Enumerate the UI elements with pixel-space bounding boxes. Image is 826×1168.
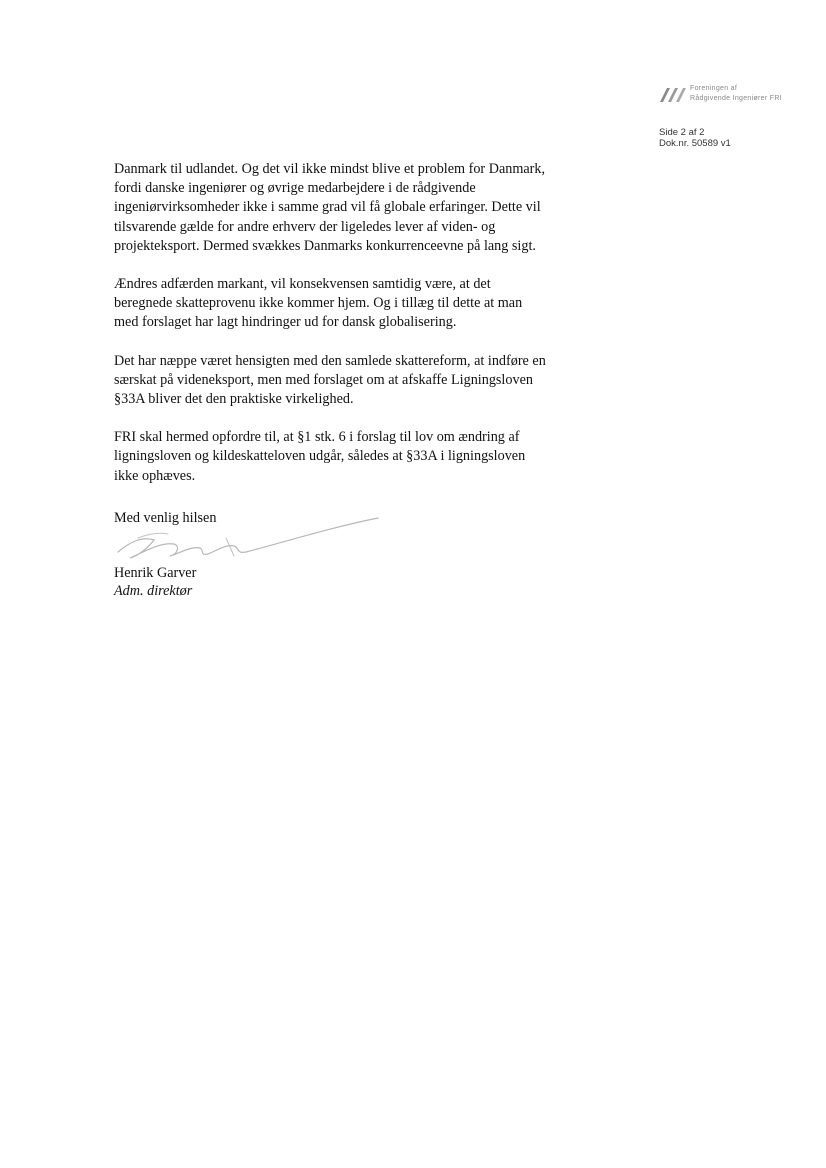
signer-name: Henrik Garver bbox=[114, 565, 197, 581]
logo-line-1: Foreningen af bbox=[690, 85, 738, 92]
text-line: projekteksport. Dermed svækkes Danmarks konkurrenceevne på lang sigt. bbox=[114, 237, 536, 254]
letter-body bbox=[114, 160, 624, 505]
logo-line-2: Rådgivende Ingeniører FRI bbox=[690, 95, 782, 102]
org-logo bbox=[660, 84, 810, 110]
org-logo-icon bbox=[660, 88, 688, 102]
text-line: ingeniørvirksomheder ikke i samme grad vil få globale erfaringer. Dette vil bbox=[114, 199, 541, 216]
document-number: Dok.nr. 50589 v1 bbox=[659, 138, 731, 149]
signer-title: Adm. direktør bbox=[114, 583, 193, 599]
handwritten-signature bbox=[108, 508, 388, 568]
text-line: ikke ophæves. bbox=[114, 467, 196, 484]
closing-salutation: Med venlig hilsen bbox=[114, 510, 217, 526]
text-line: FRI skal hermed opfordre til, at §1 stk. 6 i forslag til lov om ændring af bbox=[114, 429, 520, 446]
page-number: Side 2 af 2 bbox=[659, 127, 705, 138]
text-line: med forslaget har lagt hindringer ud for dansk globalisering. bbox=[114, 314, 457, 331]
text-line: ligningsloven og kildeskatteloven udgår, således at §33A i ligningsloven bbox=[114, 448, 526, 465]
paragraph-4 bbox=[114, 428, 624, 486]
text-line: Ændres adfærden markant, vil konsekvensen samtidig være, at det bbox=[114, 276, 491, 293]
text-line: fordi danske ingeniører og øvrige medarbejdere i de rådgivende bbox=[114, 180, 476, 197]
logo-text bbox=[690, 84, 782, 104]
text-line: Danmark til udlandet. Og det vil ikke mindst blive et problem for Danmark, bbox=[114, 161, 546, 177]
text-line: tilsvarende gælde for andre erhverv der ligeledes lever af viden- og bbox=[114, 218, 496, 235]
text-line: beregnede skatteprovenu ikke kommer hjem. Og i tillæg til dette at man bbox=[114, 295, 523, 312]
text-line: Det har næppe været hensigten med den samlede skattereform, at indføre en bbox=[114, 352, 546, 369]
text-line: §33A bliver det den praktiske virkelighed. bbox=[114, 391, 354, 408]
paragraph-2 bbox=[114, 275, 624, 333]
text-line: særskat på videneksport, men med forslaget om at afskaffe Ligningsloven bbox=[114, 371, 533, 388]
paragraph-1 bbox=[114, 160, 624, 256]
document-meta bbox=[659, 127, 731, 149]
paragraph-3 bbox=[114, 352, 624, 410]
